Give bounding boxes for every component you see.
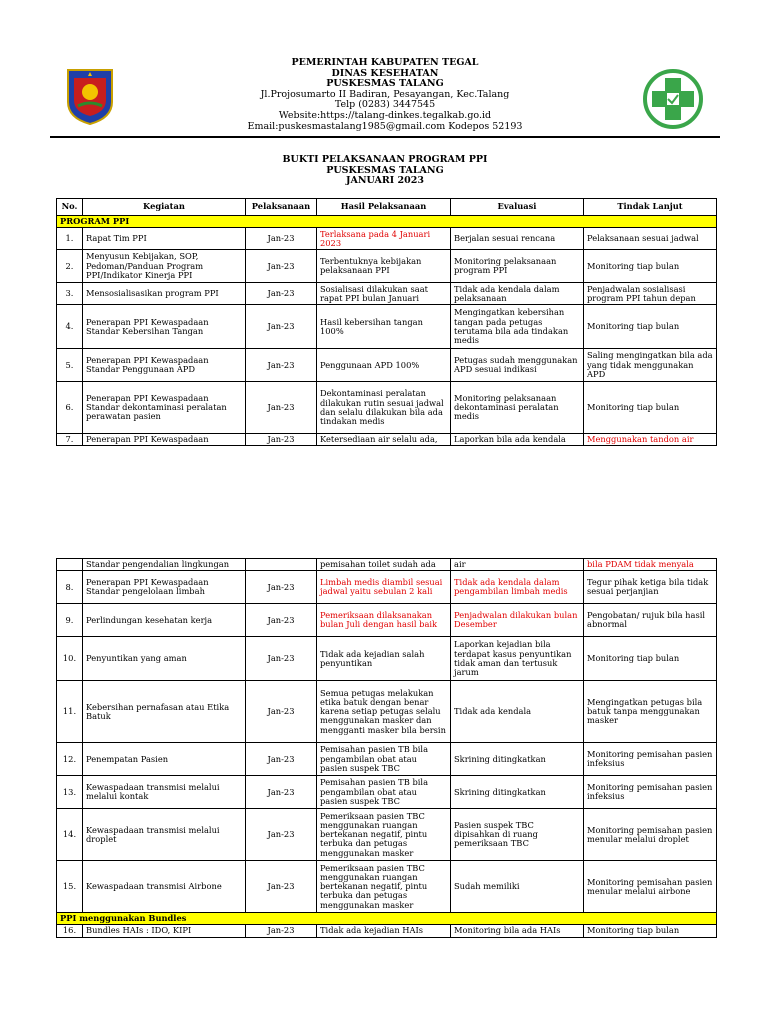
cell-evaluasi: Tidak ada kendala dalam pelaksanaan xyxy=(451,283,584,305)
cell-tindak: Monitoring pemisahan pasien menular melalui droplet xyxy=(584,809,717,861)
table-row xyxy=(57,861,717,913)
table-header-row xyxy=(57,199,717,216)
cell-tindak: Monitoring pemisahan pasien infeksius xyxy=(584,776,717,809)
cell-pelaksanaan: Jan-23 xyxy=(246,382,317,434)
cell-no: 5. xyxy=(57,349,83,382)
col-header: Hasil Pelaksanaan xyxy=(317,199,451,216)
cell-evaluasi: Penjadwalan dilakukan bulan Desember xyxy=(451,604,584,637)
section-row-program-ppi xyxy=(57,216,717,228)
cell-evaluasi: Sudah memiliki xyxy=(451,861,584,913)
cell-no: 8. xyxy=(57,571,83,604)
table-row xyxy=(57,283,717,305)
cell-kegiatan: Penerapan PPI Kewaspadaan Standar dekontaminasi peralatan perawatan pasien xyxy=(83,382,246,434)
cell-no: 1. xyxy=(57,228,83,250)
cell-evaluasi: Laporkan bila ada kendala xyxy=(451,434,584,446)
puskesmas-cross-logo-icon xyxy=(640,66,706,132)
cell-pelaksanaan: Jan-23 xyxy=(246,861,317,913)
cell-kegiatan: Kewaspadaan transmisi melalui droplet xyxy=(83,809,246,861)
title-line-3: JANUARI 2023 xyxy=(346,175,424,186)
cell-tindak: Monitoring pemisahan pasien menular melalui airbone xyxy=(584,861,717,913)
cell-no: 12. xyxy=(57,743,83,776)
cell-kegiatan: Penyuntikan yang aman xyxy=(83,637,246,681)
cell-evaluasi: Skrining ditingkatkan xyxy=(451,743,584,776)
ppi-table-part-1 xyxy=(56,198,717,446)
cell-hasil: Terbentuknya kebijakan pelaksanaan PPI xyxy=(317,250,451,283)
cell-no: 9. xyxy=(57,604,83,637)
cell-kegiatan: Bundles HAIs : IDO, KIPI xyxy=(83,925,246,937)
cell-evaluasi: Berjalan sesuai rencana xyxy=(451,228,584,250)
table-row xyxy=(57,604,717,637)
cell-tindak: bila PDAM tidak menyala xyxy=(584,559,717,571)
cell-no: 13. xyxy=(57,776,83,809)
cell-tindak: Mengingatkan petugas bila batuk tanpa menggunakan masker xyxy=(584,681,717,743)
kop-line-3: PUSKESMAS TALANG xyxy=(326,78,444,90)
table-row xyxy=(57,743,717,776)
kabupaten-tegal-emblem-icon xyxy=(64,66,116,126)
cell-hasil: Sosialisasi dilakukan saat rapat PPI bulan Januari xyxy=(317,283,451,305)
table-row xyxy=(57,382,717,434)
cell-no: 16. xyxy=(57,925,83,937)
cell-tindak: Pelaksanaan sesuai jadwal xyxy=(584,228,717,250)
table-row xyxy=(57,228,717,250)
table-row xyxy=(57,250,717,283)
cell-kegiatan: Kewaspadaan transmisi melalui melalui kontak xyxy=(83,776,246,809)
cell-pelaksanaan: Jan-23 xyxy=(246,776,317,809)
title-line-1: BUKTI PELAKSANAAN PROGRAM PPI xyxy=(282,154,488,165)
table-row xyxy=(57,925,717,937)
cell-kegiatan: Menyusun Kebijakan, SOP, Pedoman/Panduan Program PPI/Indikator Kinerja PPI xyxy=(83,250,246,283)
cell-no: 4. xyxy=(57,305,83,349)
kop-phone: Telp (0283) 3447545 xyxy=(334,99,436,111)
cell-kegiatan: Kewaspadaan transmisi Airbone xyxy=(83,861,246,913)
cell-hasil: Limbah medis diambil sesuai jadwal yaitu sebulan 2 kali xyxy=(317,571,451,604)
cell-hasil: Tidak ada kejadian salah penyuntikan xyxy=(317,637,451,681)
cell-no: 7. xyxy=(57,434,83,446)
cell-tindak: Monitoring pemisahan pasien infeksius xyxy=(584,743,717,776)
cell-no: 15. xyxy=(57,861,83,913)
col-header: Evaluasi xyxy=(451,199,584,216)
cell-kegiatan: Penerapan PPI Kewaspadaan Standar Kebersihan Tangan xyxy=(83,305,246,349)
cell-pelaksanaan: Jan-23 xyxy=(246,571,317,604)
table-row xyxy=(57,681,717,743)
cell-no: 11. xyxy=(57,681,83,743)
title-line-2: PUSKESMAS TALANG xyxy=(326,164,444,176)
col-header: Tindak Lanjut xyxy=(584,199,717,216)
letterhead-rule xyxy=(50,136,720,138)
cell-tindak: Monitoring tiap bulan xyxy=(584,305,717,349)
cell-tindak: Monitoring tiap bulan xyxy=(584,637,717,681)
kop-line-1: PEMERINTAH KABUPATEN TEGAL xyxy=(291,57,479,68)
cell-kegiatan: Perlindungan kesehatan kerja xyxy=(83,604,246,637)
table-row xyxy=(57,349,717,382)
cell-evaluasi: Monitoring pelaksanaan program PPI xyxy=(451,250,584,283)
cell-evaluasi: Monitoring bila ada HAIs xyxy=(451,925,584,937)
cell-tindak: Monitoring tiap bulan xyxy=(584,925,717,937)
col-header: Pelaksanaan xyxy=(246,199,317,216)
cell-hasil: Terlaksana pada 4 Januari 2023 xyxy=(317,228,451,250)
cell-hasil: Semua petugas melakukan etika batuk dengan benar karena setiap petugas selalu menggunakan masker dan mengganti masker bila bersin xyxy=(317,681,451,743)
kop-website: Website:https://talang-dinkes.tegalkab.go.id xyxy=(278,109,492,121)
cell-evaluasi: Laporkan kejadian bila terdapat kasus penyuntikan tidak aman dan tertusuk jarum xyxy=(451,637,584,681)
section-label: PPI menggunakan Bundles xyxy=(57,913,717,925)
cell-hasil: Pemisahan pasien TB bila pengambilan obat atau pasien suspek TBC xyxy=(317,743,451,776)
cell-kegiatan: Penerapan PPI Kewaspadaan xyxy=(83,434,246,446)
page-gap xyxy=(0,450,768,560)
table-row xyxy=(57,809,717,861)
cell-kegiatan: Kebersihan pernafasan atau Etika Batuk xyxy=(83,681,246,743)
cell-hasil: Penggunaan APD 100% xyxy=(317,349,451,382)
section-label: PROGRAM PPI xyxy=(57,216,717,228)
cell-pelaksanaan: Jan-23 xyxy=(246,604,317,637)
cell-no: 14. xyxy=(57,809,83,861)
cell-tindak: Menggunakan tandon air xyxy=(584,434,717,446)
cell-evaluasi: Mengingatkan kebersihan tangan pada petugas terutama bila ada tindakan medis xyxy=(451,305,584,349)
cell-pelaksanaan: Jan-23 xyxy=(246,349,317,382)
document-title xyxy=(200,155,570,187)
cell-hasil: Dekontaminasi peralatan dilakukan rutin sesuai jadwal dan selalu dilakukan bila ada tindakan medis xyxy=(317,382,451,434)
cell-evaluasi: Tidak ada kendala dalam pengambilan limbah medis xyxy=(451,571,584,604)
cell-evaluasi: Monitoring pelaksanaan dekontaminasi peralatan medis xyxy=(451,382,584,434)
cell-evaluasi: Tidak ada kendala xyxy=(451,681,584,743)
cell-kegiatan: Penerapan PPI Kewaspadaan Standar pengelolaan limbah xyxy=(83,571,246,604)
cell-pelaksanaan: Jan-23 xyxy=(246,228,317,250)
cell-pelaksanaan: Jan-23 xyxy=(246,305,317,349)
table-row-continuation xyxy=(57,559,717,571)
kop-email: Email:puskesmastalang1985@gmail.com Kodepos 52193 xyxy=(247,120,523,132)
table-row xyxy=(57,571,717,604)
cell-pelaksanaan: Jan-23 xyxy=(246,925,317,937)
cell-no: 10. xyxy=(57,637,83,681)
cell-kegiatan: Penerapan PPI Kewaspadaan Standar Penggunaan APD xyxy=(83,349,246,382)
cell-no: 6. xyxy=(57,382,83,434)
kop-line-2: DINAS KESEHATAN xyxy=(331,67,439,79)
cell-tindak: Pengobatan/ rujuk bila hasil abnormal xyxy=(584,604,717,637)
kop-address: Jl.Projosumarto II Badiran, Pesayangan, Kec.Talang xyxy=(260,88,510,100)
ppi-table-part-2 xyxy=(56,558,717,938)
cell-evaluasi: Skrining ditingkatkan xyxy=(451,776,584,809)
cell-kegiatan: Standar pengendalian lingkungan xyxy=(83,559,246,571)
cell-hasil: Pemeriksaan pasien TBC menggunakan ruangan bertekanan negatif, pintu terbuka dan petugas menggunakan masker xyxy=(317,809,451,861)
cell-tindak: Penjadwalan sosialisasi program PPI tahun depan xyxy=(584,283,717,305)
cell-kegiatan: Penempatan Pasien xyxy=(83,743,246,776)
cell-pelaksanaan: Jan-23 xyxy=(246,283,317,305)
cell-pelaksanaan: Jan-23 xyxy=(246,434,317,446)
cell-evaluasi: air xyxy=(451,559,584,571)
cell-kegiatan: Mensosialisasikan program PPI xyxy=(83,283,246,305)
cell-pelaksanaan xyxy=(246,559,317,571)
cell-no: 2. xyxy=(57,250,83,283)
cell-pelaksanaan: Jan-23 xyxy=(246,809,317,861)
cell-evaluasi: Pasien suspek TBC dipisahkan di ruang pemeriksaan TBC xyxy=(451,809,584,861)
cell-kegiatan: Rapat Tim PPI xyxy=(83,228,246,250)
cell-evaluasi: Petugas sudah menggunakan APD sesuai indikasi xyxy=(451,349,584,382)
table-row xyxy=(57,776,717,809)
cell-hasil: Pemeriksaan pasien TBC menggunakan ruangan bertekanan negatif, pintu terbuka dan petugas menggunakan masker xyxy=(317,861,451,913)
cell-hasil: Tidak ada kejadian HAIs xyxy=(317,925,451,937)
cell-hasil: pemisahan toilet sudah ada xyxy=(317,559,451,571)
col-header: Kegiatan xyxy=(83,199,246,216)
cell-hasil: Pemeriksaan dilaksanakan bulan Juli dengan hasil baik xyxy=(317,604,451,637)
cell-tindak: Tegur pihak ketiga bila tidak sesuai perjanjian xyxy=(584,571,717,604)
cell-pelaksanaan: Jan-23 xyxy=(246,637,317,681)
cell-tindak: Monitoring tiap bulan xyxy=(584,382,717,434)
cell-pelaksanaan: Jan-23 xyxy=(246,250,317,283)
cell-hasil: Pemisahan pasien TB bila pengambilan obat atau pasien suspek TBC xyxy=(317,776,451,809)
cell-hasil: Ketersediaan air selalu ada, xyxy=(317,434,451,446)
table-row xyxy=(57,305,717,349)
table-row xyxy=(57,434,717,446)
cell-no xyxy=(57,559,83,571)
section-row-bundles xyxy=(57,913,717,925)
cell-tindak: Saling mengingatkan bila ada yang tidak menggunakan APD xyxy=(584,349,717,382)
letterhead xyxy=(200,58,570,132)
cell-pelaksanaan: Jan-23 xyxy=(246,681,317,743)
col-header: No. xyxy=(57,199,83,216)
cell-pelaksanaan: Jan-23 xyxy=(246,743,317,776)
cell-tindak: Monitoring tiap bulan xyxy=(584,250,717,283)
cell-hasil: Hasil kebersihan tangan 100% xyxy=(317,305,451,349)
cell-no: 3. xyxy=(57,283,83,305)
table-row xyxy=(57,637,717,681)
